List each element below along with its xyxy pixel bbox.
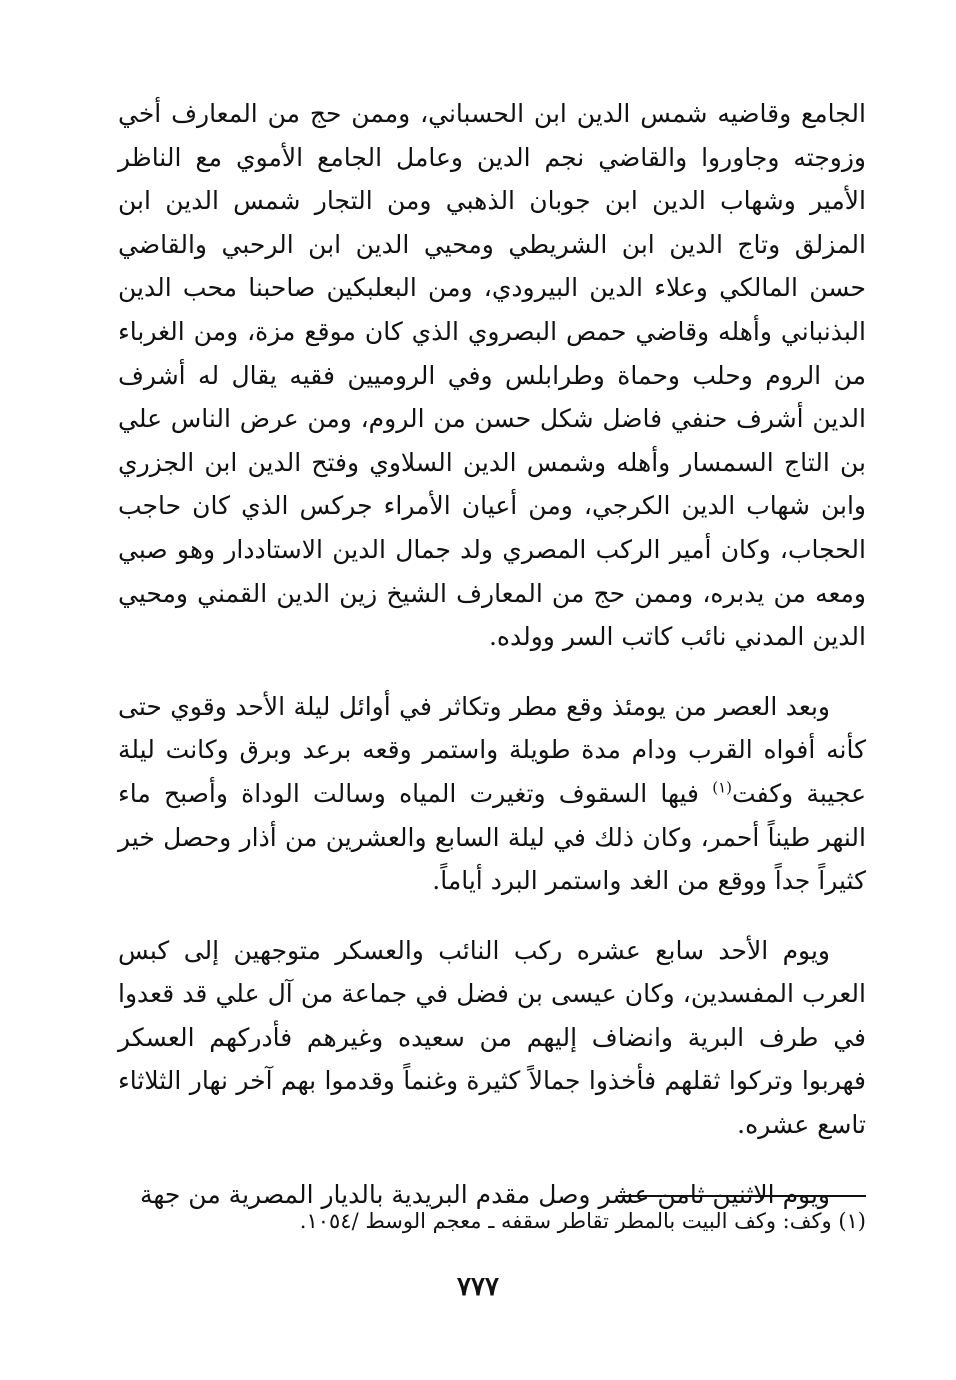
paragraph-1: الجامع وقاضيه شمس الدين ابن الحسباني، وممن حج من المعارف أخي وزوجته وجاوروا والقاضي نجم الدين وعامل الجامع الأموي مع الناظر الأمير وشهاب الدين ابن جوبان الذهبي ومن التجار شمس الدين ابن المزلق وتاج الدين ابن الشريطي ومحيي الدين ابن الرحبي والقاضي حسن المالكي وعلاء الدين البيرودي، ومن البعلبكين صاحبنا محب الدين البذنباني وأهله وقاضي حمص البصروي الذي كان موقع مزة، ومن الغرباء من الروم وحلب وحماة وطرابلس وفي الروميين فقيه يقال له أشرف الدين أشرف حنفي فاضل شكل حسن من الروم، ومن عرض الناس علي بن التاج السمسار وأهله وشمس الدين السلاوي وفتح الدين ابن الجزري وابن شهاب الدين الكرجي، ومن أعيان الأمراء جركس الذي كان حاجب الحجاب، وكان أمير الركب المصري ولد جمال الدين الاستاددار وهو صبي ومعه من يدبره، وممن حج من المعارف الشيخ زين الدين القمني ومحيي الدين المدني نائب كاتب السر وولده. xyxy=(118,99,866,652)
paragraph-2-text-after: فيها السقوف وتغيرت المياه وسالت الوداة وأصبح ماء النهر طيناً أحمر، وكان ذلك في ليلة السابع والعشرين من أذار وحصل خير كثيراً جداً ووقع من الغد واستمر البرد أياماً. xyxy=(118,778,866,896)
footnote-number: (١) xyxy=(838,1209,866,1233)
footnote-divider xyxy=(618,1195,866,1197)
paragraph-2-text-before: وبعد العصر من يومئذ وقع مطر وتكاثر في أوائل ليلة الأحد وقوي حتى كأنه أفواه القرب ودام مدة طويلة واستمر وقعه برعد وبرق وكانت ليلة عجيبة وكفت xyxy=(118,691,866,808)
paragraph-2 xyxy=(118,685,866,903)
page-body xyxy=(118,92,866,1216)
paragraph-3: ويوم الأحد سابع عشره ركب النائب والعسكر متوجهين إلى كبس العرب المفسدين، وكان عيسى بن فضل في جماعة من آل علي قد قعدوا في طرف البرية وانضاف إليهم من سعيده وغيرهم فأدركهم العسكر فهربوا وتركوا ثقلهم فأخذوا جمالاً كثيرة وغنماً وقدموا بهم آخر نهار الثلاثاء تاسع عشره. xyxy=(118,935,866,1140)
footnote-reference: (١) xyxy=(712,778,733,797)
footnote-text: وكف: وكف البيت بالمطر تقاطر سقفه ـ معجم الوسط /١٠٥٤. xyxy=(299,1209,832,1233)
footnote xyxy=(106,1205,866,1237)
page-number: ٧٧٧ xyxy=(457,1272,499,1302)
paragraph-4: ويوم الاثنين ثامن عشر وصل مقدم البريدية بالديار المصرية من جهة xyxy=(139,1179,830,1209)
